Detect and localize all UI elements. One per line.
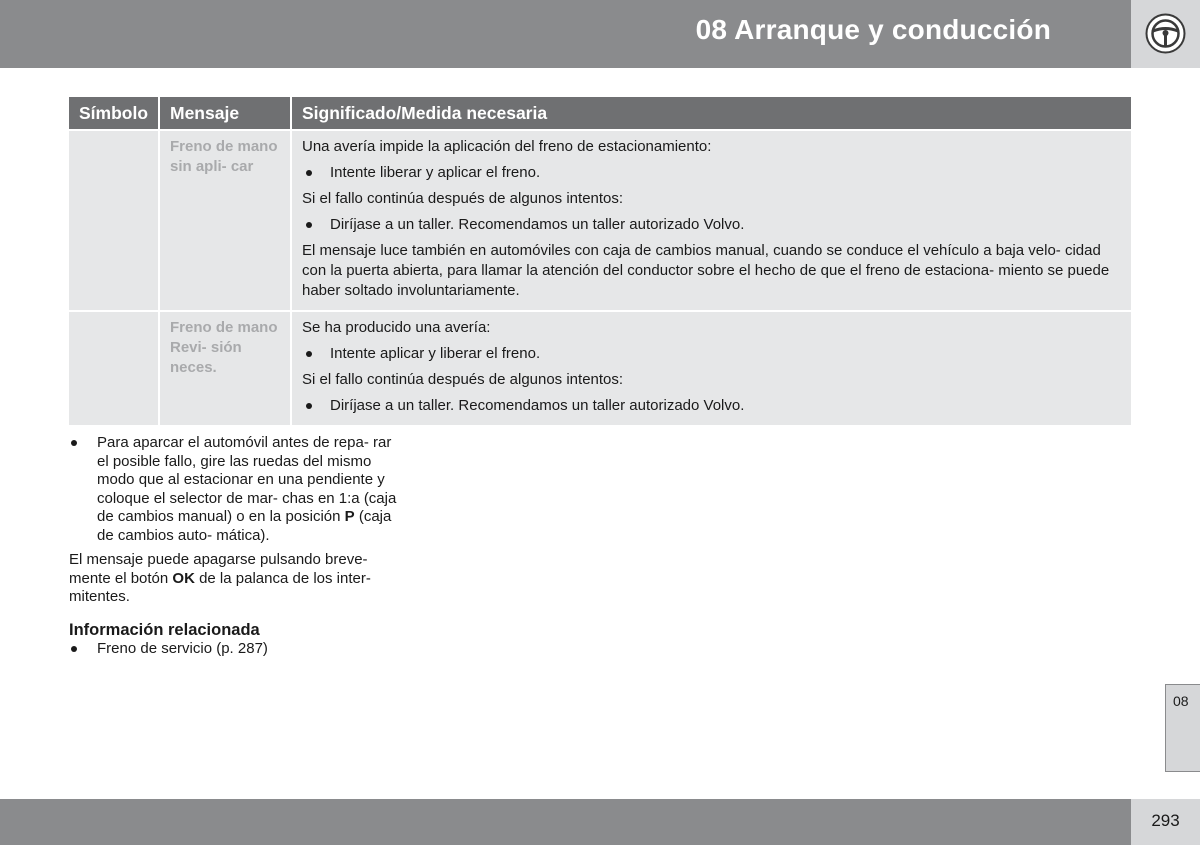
chapter-side-tab	[1165, 684, 1200, 772]
paragraph-text: El mensaje puede apagarse pulsando breve- mente el botón	[69, 551, 368, 587]
header-band	[0, 0, 1131, 68]
message-table	[69, 97, 1131, 425]
body-text	[69, 434, 399, 658]
chapter-title: 08 Arranque y conducción	[695, 14, 1051, 45]
bullet-text: Para aparcar el automóvil antes de repa- rar el posible fallo, gire las ruedas del mismo modo que al estacionar en una pendiente y coloque el selector de mar- chas en 1:a (caja de cambios manual) o en la posición	[97, 434, 397, 525]
footer-band	[0, 799, 1131, 845]
symbol-cell	[69, 130, 159, 311]
message-cell: Freno de mano Revi- sión neces.	[159, 311, 291, 425]
page-number: 293	[1151, 811, 1180, 830]
bullet-text: (caja de cambios auto- mática).	[97, 508, 392, 544]
meaning-cell	[291, 311, 1131, 425]
message-cell: Freno de mano sin apli- car	[159, 130, 291, 311]
meaning-cell	[291, 130, 1131, 311]
meaning-bullet: Intente aplicar y liberar el freno.	[302, 344, 1121, 364]
meaning-paragraph: Se ha producido una avería:	[302, 319, 491, 336]
table-row	[69, 130, 1131, 311]
related-info-heading: Información relacionada	[69, 620, 260, 639]
table-header-row	[69, 97, 1131, 130]
column-header-symbol: Símbolo	[69, 97, 159, 130]
meaning-paragraph: Si el fallo continúa después de algunos intentos:	[302, 190, 624, 207]
page-number-box	[1131, 799, 1200, 845]
dismiss-paragraph	[69, 551, 399, 607]
symbol-cell	[69, 311, 159, 425]
meaning-paragraph: Si el fallo continúa después de algunos intentos:	[302, 371, 624, 388]
column-header-message: Mensaje	[159, 97, 291, 130]
meaning-paragraph: El mensaje luce también en automóviles con caja de cambios manual, cuando se conduce el vehículo a baja velo- cidad con la puerta abierta, para llamar la atención del conductor sobre el hecho de que el freno de estaciona- miento se puede haber soltado involuntariamente.	[302, 242, 1110, 299]
meaning-paragraph: Una avería impide la aplicación del freno de estacionamiento:	[302, 138, 712, 155]
steering-wheel-icon	[1145, 13, 1186, 54]
chapter-icon-box	[1131, 0, 1200, 68]
related-link[interactable]: Freno de servicio (p. 287)	[69, 640, 399, 659]
paragraph-text: de la palanca de los inter- mitentes.	[69, 569, 371, 605]
side-tab-label: 08	[1173, 693, 1189, 709]
meaning-bullet: Diríjase a un taller. Recomendamos un taller autorizado Volvo.	[302, 215, 1121, 235]
paragraph-bold-text: OK	[172, 569, 195, 587]
parking-instruction-bullet	[69, 434, 399, 545]
column-header-meaning: Significado/Medida necesaria	[291, 97, 1131, 130]
meaning-bullet: Intente liberar y aplicar el freno.	[302, 163, 1121, 183]
bullet-bold-text: P	[344, 508, 355, 525]
table-row	[69, 311, 1131, 425]
meaning-bullet: Diríjase a un taller. Recomendamos un taller autorizado Volvo.	[302, 396, 1121, 416]
